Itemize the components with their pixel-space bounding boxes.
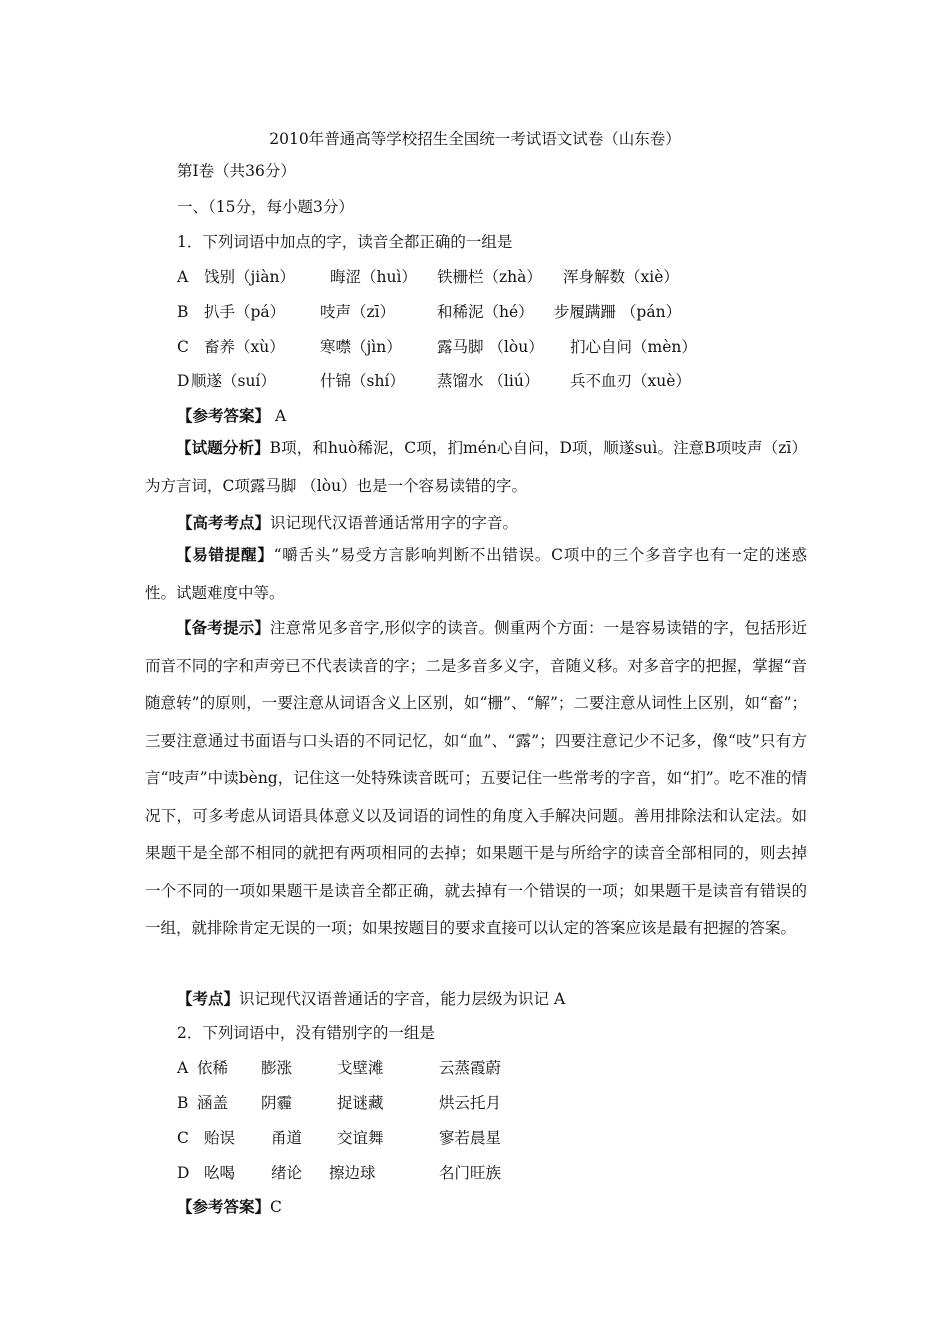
option-item: 什锦（shí） xyxy=(320,372,405,390)
option-item: 扪心自问（mèn） xyxy=(570,338,697,356)
option-item: 铁栅栏（zhà） xyxy=(437,268,542,286)
option-item: 寥若晨星 xyxy=(439,1129,502,1147)
part-header: 一、（15分，每小题3分） xyxy=(177,198,354,216)
q1-kaodian xyxy=(177,988,565,1010)
option-item: 云蒸霞蔚 xyxy=(439,1059,502,1077)
option-item: 依稀 xyxy=(197,1059,229,1077)
tip-label: 【备考提示】 xyxy=(176,618,270,637)
option-item: 寒噤（jìn） xyxy=(320,338,402,356)
option-item: 露马脚 （lòu） xyxy=(437,338,544,356)
q1-study-tip xyxy=(145,609,807,948)
option-item: 戈壁滩 xyxy=(337,1059,384,1077)
option-item: 步履蹒跚 （pán） xyxy=(554,303,682,321)
option-item: 烘云托月 xyxy=(439,1094,502,1112)
question-2-stem: 2．下列词语中，没有错别字的一组是 xyxy=(177,1024,435,1042)
answer-value: A xyxy=(270,407,287,425)
option-item: 吆喝 xyxy=(204,1164,236,1182)
kaodian-label: 【考点】 xyxy=(177,989,240,1008)
option-item: 擦边球 xyxy=(329,1164,376,1182)
option-label: D xyxy=(177,1164,190,1182)
option-item: 膨涨 xyxy=(261,1059,293,1077)
option-label: C xyxy=(177,338,189,356)
warn-text: “嚼舌头”易受方言影响判断不出错误。C项中的三个多音字也有一定的迷惑性。试题难度中等。 xyxy=(145,546,807,602)
option-item: 和稀泥（hé） xyxy=(437,303,534,321)
option-item: 晦涩（huì） xyxy=(330,268,417,286)
option-item: 甬道 xyxy=(271,1129,303,1147)
tip-text: 注意常见多音字,形似字的读音。侧重两个方面：一是容易读错的字，包括形近而音不同的字和声旁已不代表读音的字；二是多音多义字，音随义移。对多音字的把握，掌握“音随意转”的原则，一要注意从词语含义上区别，如“栅”、“解”；二要注意从词性上区别，如“畜”；三要注意通过书面语与口头语的不同记忆，如“血”、“露”；四要注意记少不记多，像“吱”只有方言“吱声”中读bèng，记住这一处特殊读音既可；五要记住一些常考的字音，如“扪”。吃不准的情况下，可多考虑从词语具体意义以及词语的词性的角度入手解决问题。善用排除法和认定法。如果题干是全部不相同的就把有两项相同的去掉；如果题干是与所给字的读音全部相同的，则去掉一个不同的一项如果题干是读音全都正确，就去掉有一个错误的一项；如果题干是读音有错误的一组，就排除肯定无误的一项；如果按题目的要求直接可以认定的答案应该是最有把握的答案。 xyxy=(145,619,807,937)
option-label: C xyxy=(177,1129,189,1147)
option-item: 饯别（jiàn） xyxy=(204,268,295,286)
option-item: 交谊舞 xyxy=(337,1129,384,1147)
option-item: 浑身解数（xiè） xyxy=(563,268,679,286)
warn-label: 【易错提醒】 xyxy=(176,545,274,564)
option-label: A xyxy=(177,268,189,286)
option-label: B xyxy=(177,1094,189,1112)
option-item: 兵不血刃（xuè） xyxy=(570,372,691,390)
option-label: A xyxy=(177,1059,189,1077)
section-header: 第Ⅰ卷（共36分） xyxy=(177,162,296,180)
q1-analysis xyxy=(145,429,807,505)
q1-error-warning xyxy=(145,536,807,612)
option-item: 吱声（zī） xyxy=(320,303,396,321)
exam-title: 2010年普通高等学校招生全国统一考试语文试卷（山东卷） xyxy=(269,130,681,148)
option-item: 扒手（pá） xyxy=(204,303,286,321)
option-item: 顺遂（suí） xyxy=(191,372,276,390)
analysis-label: 【试题分析】 xyxy=(176,438,270,457)
option-item: 涵盖 xyxy=(197,1094,229,1112)
q2-answer xyxy=(177,1196,282,1218)
question-1-stem: 1．下列词语中加点的字，读音全都正确的一组是 xyxy=(177,233,513,251)
kaodian-text: 识记现代汉语普通话的字音，能力层级为识记 A xyxy=(239,990,566,1008)
option-item: 捉谜藏 xyxy=(337,1094,384,1112)
option-label: D xyxy=(177,372,190,390)
point-label: 【高考考点】 xyxy=(177,513,271,532)
analysis-text: B项，和huò稀泥，C项，扪mén心自问，D项，顺遂suì。注意B项吱声（zī）为方言词，C项露马脚 （lòu）也是一个容易读错的字。 xyxy=(145,439,807,495)
answer-label: 【参考答案】 xyxy=(177,406,271,425)
option-item: 阴霾 xyxy=(261,1094,293,1112)
point-text: 识记现代汉语普通话常用字的字音。 xyxy=(270,514,519,532)
q1-exam-point xyxy=(177,512,518,534)
option-label: B xyxy=(177,303,189,321)
option-item: 绪论 xyxy=(271,1164,303,1182)
option-item: 蒸馏水 （liú） xyxy=(437,372,540,390)
answer-label: 【参考答案】 xyxy=(177,1197,271,1216)
answer-value: C xyxy=(270,1198,282,1216)
option-item: 名门旺族 xyxy=(439,1164,502,1182)
option-item: 畜养（xù） xyxy=(204,338,285,356)
q1-answer xyxy=(177,405,286,427)
option-item: 贻误 xyxy=(204,1129,236,1147)
